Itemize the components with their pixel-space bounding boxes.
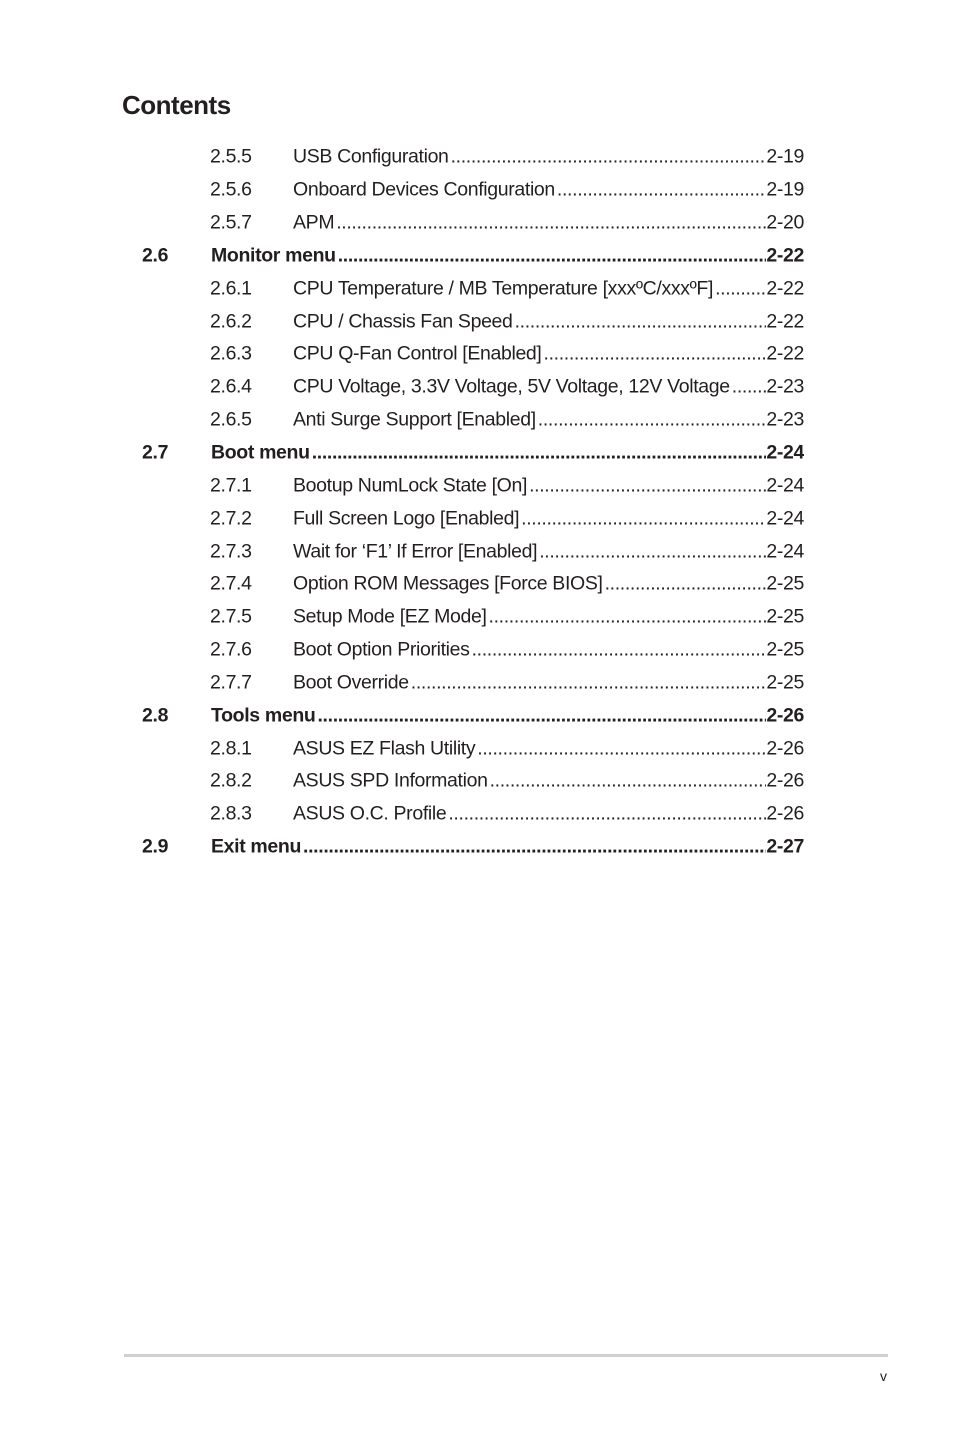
dot-leader — [336, 244, 767, 267]
dot-leader — [537, 540, 766, 563]
dot-leader — [310, 442, 767, 465]
toc-entry-number: 2.8.1 — [210, 737, 252, 760]
toc-entry-number: 2.7.7 — [210, 671, 252, 694]
toc-entry-title: Boot Override — [293, 671, 409, 694]
toc-entry-title: ASUS EZ Flash Utility — [293, 737, 476, 760]
toc-entry-title: CPU / Chassis Fan Speed — [293, 310, 513, 333]
toc-entry-title: Setup Mode [EZ Mode] — [293, 605, 487, 628]
toc-section-entry[interactable] — [142, 699, 804, 732]
toc-entry-page: 2-25 — [766, 638, 804, 661]
toc-entry-number: 2.8.3 — [210, 802, 252, 825]
dot-leader — [315, 704, 766, 727]
toc-entry-title: CPU Temperature / MB Temperature [xxxºC/xxxºF] — [293, 277, 714, 300]
toc-entry-number: 2.5.7 — [210, 211, 252, 234]
page-number: v — [880, 1368, 887, 1384]
dot-leader — [527, 474, 766, 497]
toc-entry-page: 2-24 — [766, 441, 804, 464]
toc-entry-title: Option ROM Messages [Force BIOS] — [293, 572, 603, 595]
dot-leader — [449, 146, 767, 169]
toc-entry-title: Monitor menu — [211, 244, 336, 267]
toc-subsection-entry[interactable] — [142, 535, 804, 568]
toc-entry-page: 2-27 — [766, 835, 804, 858]
toc-entry-title: Boot menu — [211, 441, 310, 464]
toc-entry-page: 2-23 — [766, 408, 804, 431]
toc-entry-line — [293, 639, 804, 662]
toc-subsection-entry[interactable] — [142, 502, 804, 535]
toc-entry-title: Full Screen Logo [Enabled] — [293, 507, 520, 530]
toc-entry-page: 2-25 — [766, 671, 804, 694]
toc-entry-line — [293, 803, 804, 826]
toc-entry-line — [211, 244, 804, 267]
toc-entry-page: 2-22 — [766, 310, 804, 333]
table-of-contents — [142, 141, 804, 864]
toc-entry-number: 2.6.5 — [210, 408, 252, 431]
toc-subsection-entry[interactable] — [142, 404, 804, 437]
toc-entry-line — [293, 277, 804, 300]
toc-entry-number: 2.8 — [142, 704, 169, 727]
toc-entry-title: Wait for ‘F1’ If Error [Enabled] — [293, 540, 538, 563]
toc-subsection-entry[interactable] — [142, 765, 804, 798]
toc-entry-title: CPU Q-Fan Control [Enabled] — [293, 342, 542, 365]
toc-entry-page: 2-20 — [766, 211, 804, 234]
toc-entry-page: 2-19 — [766, 145, 804, 168]
page-title: Contents — [122, 90, 231, 120]
toc-entry-line — [293, 507, 804, 530]
toc-entry-page: 2-23 — [766, 375, 804, 398]
toc-section-entry[interactable] — [142, 831, 804, 864]
toc-subsection-entry[interactable] — [142, 732, 804, 765]
toc-entry-number: 2.6.3 — [210, 342, 252, 365]
toc-section-entry[interactable] — [142, 437, 804, 470]
toc-section-entry[interactable] — [142, 240, 804, 273]
toc-entry-title: Tools menu — [211, 704, 316, 727]
dot-leader — [513, 310, 767, 333]
footer-divider — [124, 1354, 888, 1357]
toc-entry-page: 2-26 — [766, 737, 804, 760]
dot-leader — [603, 573, 767, 596]
toc-entry-title: ASUS SPD Information — [293, 769, 488, 792]
toc-entry-title: CPU Voltage, 3.3V Voltage, 5V Voltage, 12V Voltage — [293, 375, 730, 398]
toc-entry-number: 2.7.5 — [210, 605, 252, 628]
toc-entry-number: 2.8.2 — [210, 769, 252, 792]
toc-entry-number: 2.7.2 — [210, 507, 252, 530]
toc-subsection-entry[interactable] — [142, 305, 804, 338]
toc-subsection-entry[interactable] — [142, 667, 804, 700]
toc-entry-number: 2.7 — [142, 441, 169, 464]
toc-entry-title: Exit menu — [211, 835, 302, 858]
toc-subsection-entry[interactable] — [142, 141, 804, 174]
toc-entry-page: 2-26 — [766, 802, 804, 825]
toc-entry-page: 2-24 — [766, 507, 804, 530]
dot-leader — [470, 639, 767, 662]
toc-entry-title: Boot Option Priorities — [293, 638, 470, 661]
toc-entry-line — [293, 737, 804, 760]
dot-leader — [301, 836, 766, 859]
toc-entry-line — [293, 671, 804, 694]
toc-entry-line — [293, 212, 804, 235]
toc-entry-line — [211, 442, 804, 465]
toc-entry-number: 2.5.5 — [210, 145, 252, 168]
toc-entry-number: 2.9 — [142, 835, 169, 858]
toc-entry-line — [293, 376, 804, 399]
toc-entry-page: 2-26 — [766, 704, 804, 727]
toc-entry-page: 2-26 — [766, 769, 804, 792]
toc-entry-line — [293, 474, 804, 497]
toc-entry-number: 2.7.6 — [210, 638, 252, 661]
toc-subsection-entry[interactable] — [142, 469, 804, 502]
toc-entry-number: 2.7.3 — [210, 540, 252, 563]
toc-entry-title: Onboard Devices Configuration — [293, 178, 555, 201]
toc-entry-page: 2-24 — [766, 540, 804, 563]
toc-entry-line — [293, 606, 804, 629]
toc-entry-title: Anti Surge Support [Enabled] — [293, 408, 536, 431]
toc-subsection-entry[interactable] — [142, 207, 804, 240]
dot-leader — [555, 179, 766, 202]
dot-leader — [488, 770, 767, 793]
toc-entry-page: 2-25 — [766, 572, 804, 595]
dot-leader — [519, 507, 766, 530]
toc-entry-number: 2.6 — [142, 244, 169, 267]
dot-leader — [713, 277, 766, 300]
dot-leader — [730, 376, 767, 399]
toc-entry-title: Bootup NumLock State [On] — [293, 474, 528, 497]
toc-entry-page: 2-22 — [766, 277, 804, 300]
toc-entry-line — [211, 704, 804, 727]
toc-entry-page: 2-19 — [766, 178, 804, 201]
toc-entry-number: 2.6.2 — [210, 310, 252, 333]
toc-entry-line — [211, 836, 804, 859]
toc-entry-number: 2.6.4 — [210, 375, 252, 398]
dot-leader — [334, 212, 766, 235]
toc-entry-number: 2.6.1 — [210, 277, 252, 300]
toc-subsection-entry[interactable] — [142, 338, 804, 371]
dot-leader — [409, 671, 767, 694]
toc-entry-line — [293, 343, 804, 366]
toc-entry-page: 2-24 — [766, 474, 804, 497]
toc-entry-page: 2-22 — [766, 342, 804, 365]
toc-subsection-entry[interactable] — [142, 634, 804, 667]
toc-entry-number: 2.7.1 — [210, 474, 252, 497]
toc-entry-line — [293, 770, 804, 793]
toc-entry-line — [293, 409, 804, 432]
toc-entry-page: 2-25 — [766, 605, 804, 628]
toc-entry-title: ASUS O.C. Profile — [293, 802, 447, 825]
toc-entry-title: USB Configuration — [293, 145, 449, 168]
toc-entry-number: 2.7.4 — [210, 572, 252, 595]
toc-entry-title: APM — [293, 211, 335, 234]
toc-entry-line — [293, 179, 804, 202]
toc-subsection-entry[interactable] — [142, 371, 804, 404]
toc-entry-line — [293, 310, 804, 333]
toc-entry-page: 2-22 — [766, 244, 804, 267]
toc-subsection-entry[interactable] — [142, 272, 804, 305]
dot-leader — [475, 737, 766, 760]
toc-entry-line — [293, 540, 804, 563]
toc-entry-line — [293, 146, 804, 169]
dot-leader — [446, 803, 766, 826]
toc-subsection-entry[interactable] — [142, 568, 804, 601]
toc-entry-number: 2.5.6 — [210, 178, 252, 201]
toc-subsection-entry[interactable] — [142, 174, 804, 207]
dot-leader — [487, 606, 767, 629]
dot-leader — [536, 409, 767, 432]
dot-leader — [542, 343, 767, 366]
toc-entry-line — [293, 573, 804, 596]
toc-subsection-entry[interactable] — [142, 798, 804, 831]
toc-subsection-entry[interactable] — [142, 601, 804, 634]
